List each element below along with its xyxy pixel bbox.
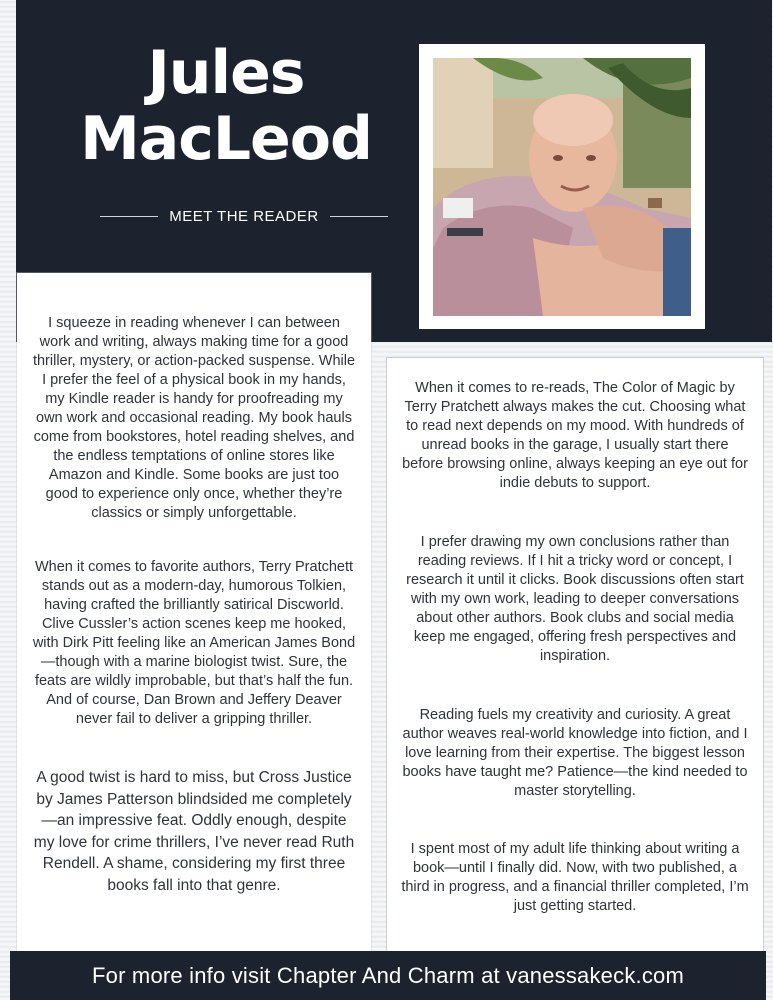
photo-frame: [419, 44, 705, 329]
portrait-photo: [433, 58, 691, 316]
left-paragraph-3: A good twist is hard to miss, but Cross Justice by James Patterson blindsided me completely—an impressive feat. Oddly enough, despite my love for crime thrillers, I’ve never read Ruth Rendell. A shame, considering my first three books fall into that genre.: [33, 769, 355, 894]
left-text-card: [17, 273, 371, 953]
footer-text: For more info visit Chapter And Charm at vanessakeck.com: [92, 962, 684, 988]
left-paragraph-1: I squeeze in reading whenever I can between work and writing, always making time for a good thriller, mystery, or action-packed suspense. While I prefer the feel of a physical book in my hands, my Kindle reader is handy for proofreading my own work and occasional reading. My book hauls come from bookstores, hotel reading shelves, and the endless temptations of online stores like Amazon and Kindle. Some books are just too good to experience only once, whether they’re classics or simply unforgettable.: [32, 315, 356, 521]
reader-name: [76, 40, 376, 172]
left-paragraph-2: When it comes to favorite authors, Terry Pratchett stands out as a modern-day, humorous Tolkien, having crafted the brilliantly satirical Discworld. Clive Cussler’s action scenes keep me hooked, with Dirk Pitt feeling like an American James Bond—though with a marine biologist twist. Sure, the feats are wildly improbable, but that’s half the fun. And of course, Dan Brown and Jeffery Deaver never fail to deliver a gripping thriller.: [32, 559, 356, 727]
footer-banner: [10, 951, 766, 1000]
tagline-row: [100, 205, 388, 227]
right-paragraph-2: I prefer drawing my own conclusions rather than reading reviews. If I hit a tricky word or concept, I research it until it clicks. Book discussions often start with my own work, leading to deeper conversations about other authors. Book clubs and social media keep me engaged, offering fresh perspectives and inspiration.: [406, 534, 744, 664]
portrait-illustration: [433, 58, 691, 316]
right-text-card: [387, 358, 763, 952]
tagline-divider-left: [100, 216, 158, 217]
tagline: MEET THE READER: [169, 207, 319, 225]
right-paragraph-1: When it comes to re-reads, The Color of Magic by Terry Pratchett always makes the cut. Choosing what to read next depends on my mood. With hundreds of unread books in the garage, I usually start there before browsing online, always keeping an eye out for indie debuts to support.: [402, 380, 748, 491]
tagline-divider-right: [330, 216, 388, 217]
reader-last-name: MacLeod: [80, 104, 372, 174]
right-paragraph-4: I spent most of my adult life thinking about writing a book—until I finally did. Now, with two published, a third in progress, and a financial thriller completed, I’m just getting started.: [401, 841, 749, 914]
right-paragraph-3: Reading fuels my creativity and curiosity. A great author weaves real-world knowledge into fiction, and I love learning from their expertise. The biggest lesson books have taught me? Patience—the kind needed to master storytelling.: [402, 707, 748, 799]
reader-first-name: Jules: [147, 38, 305, 108]
